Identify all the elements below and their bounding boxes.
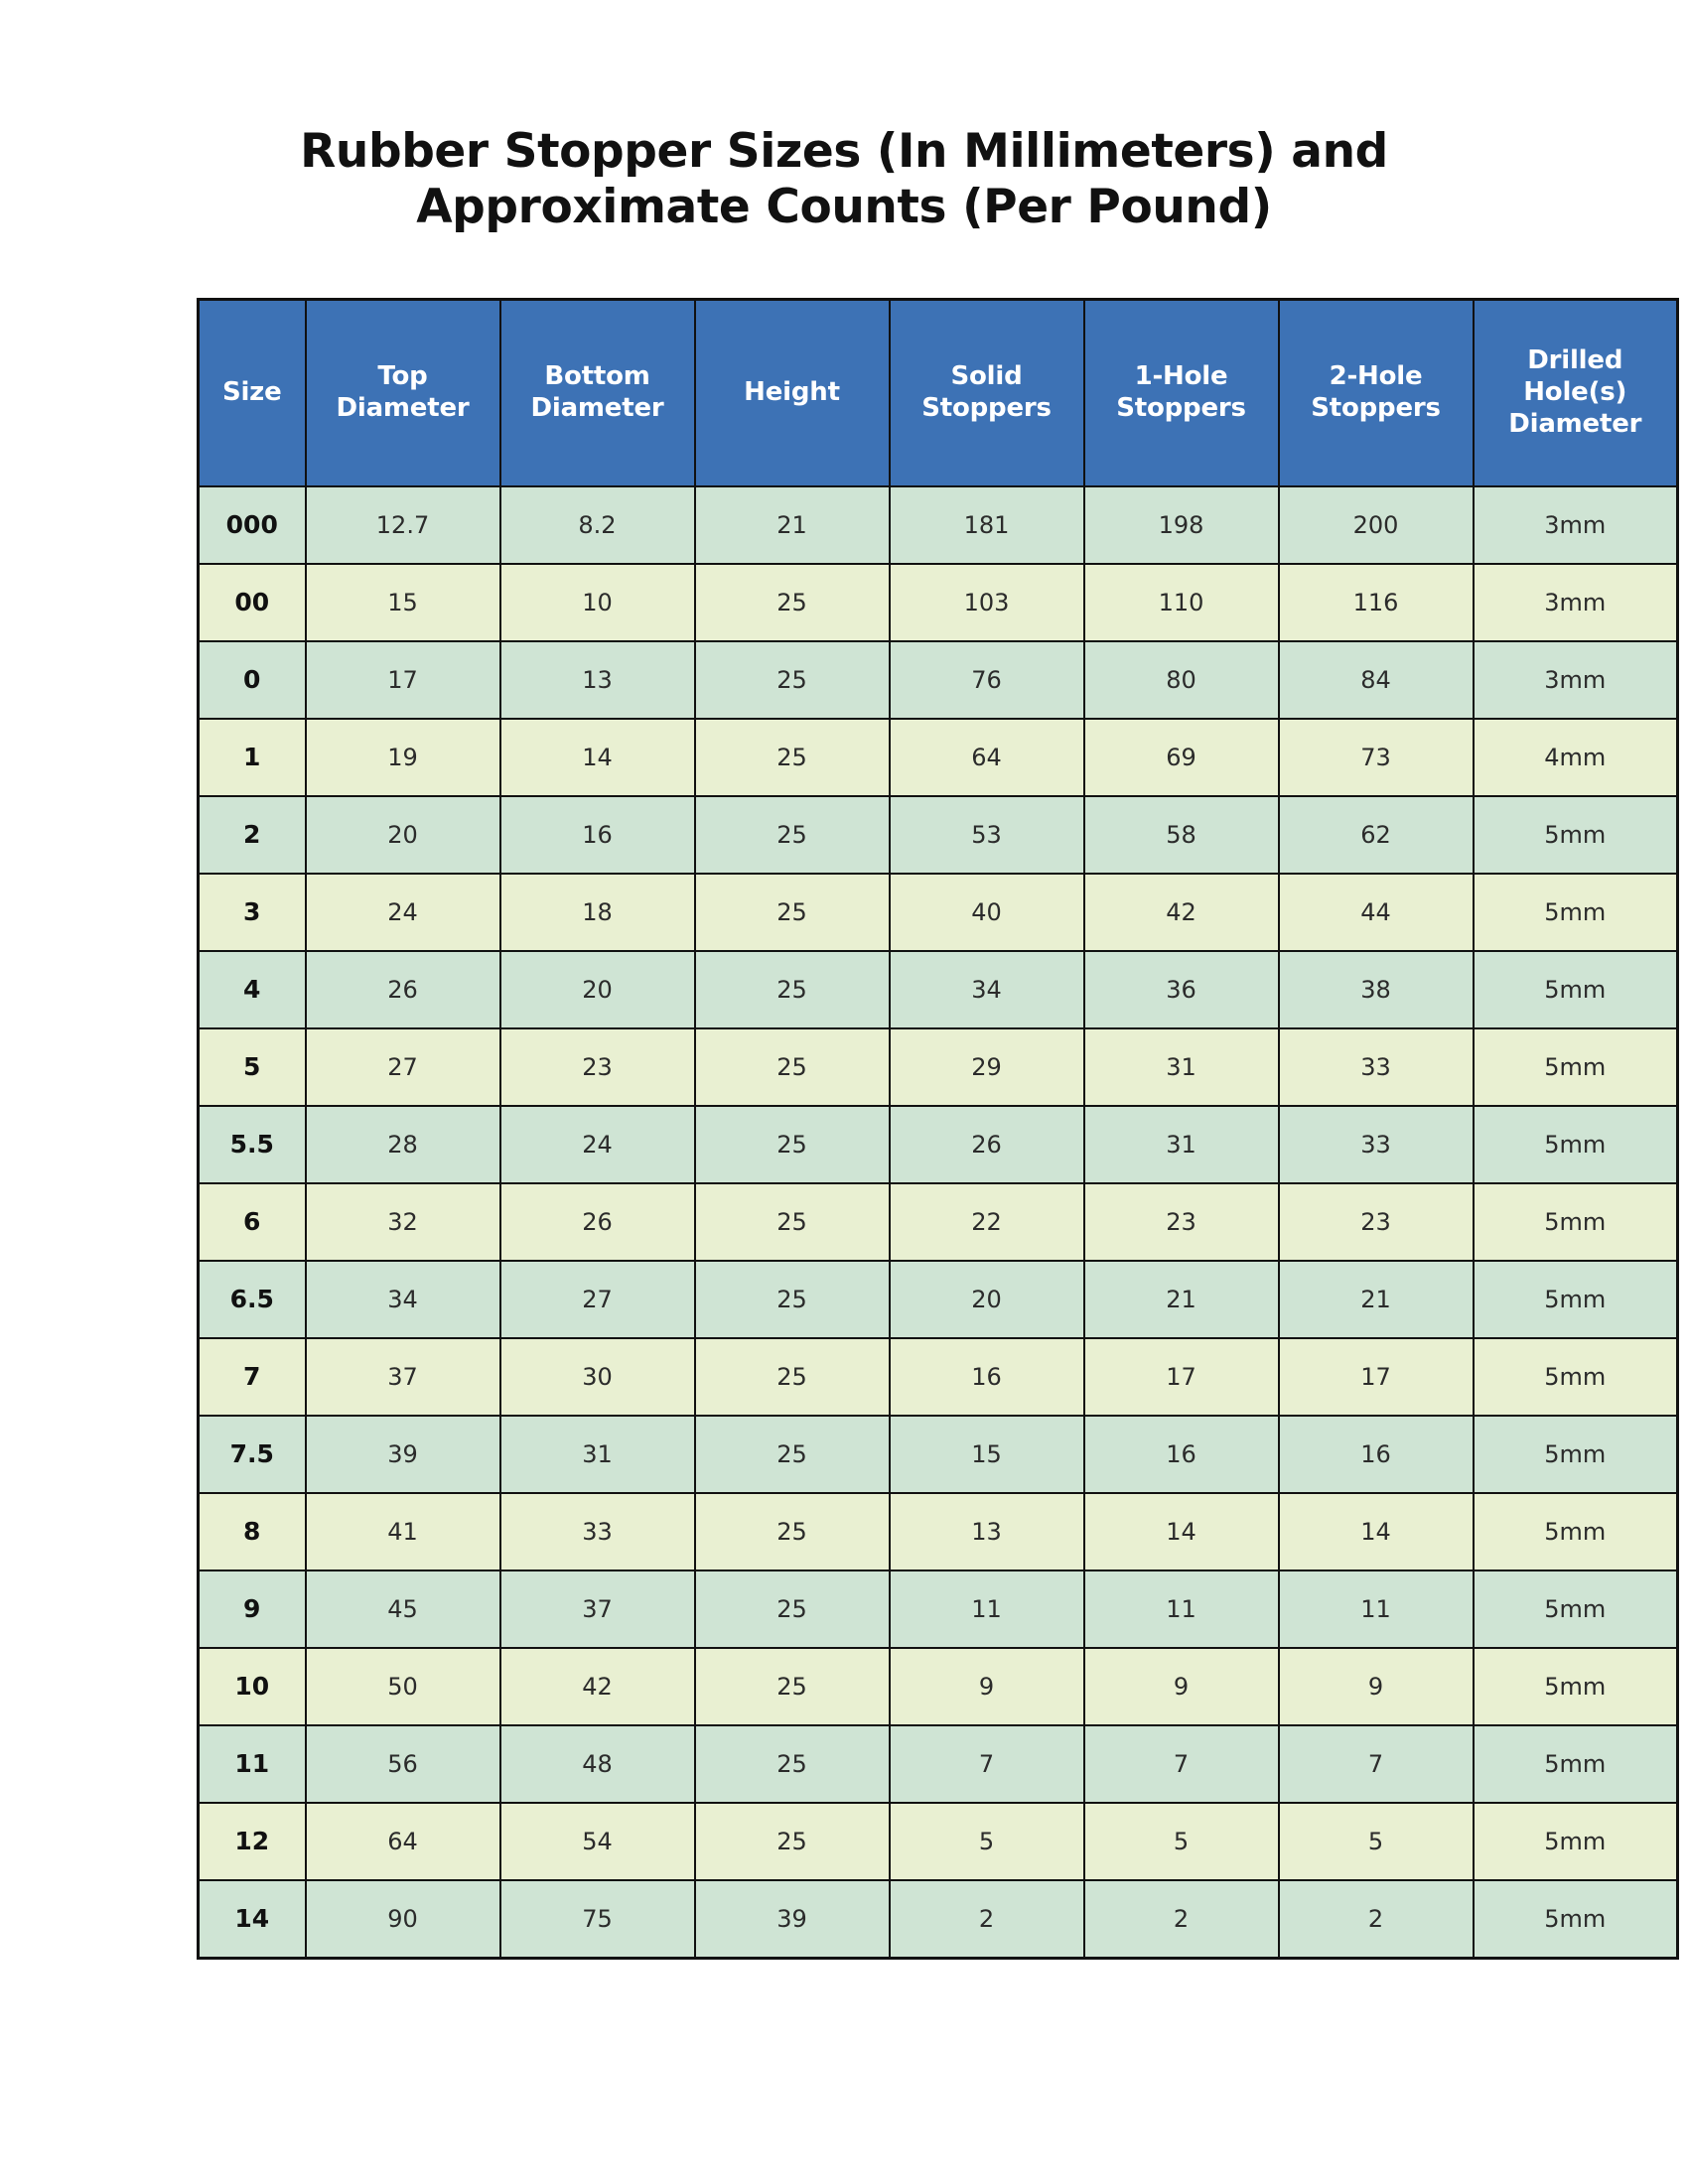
cell-drilled-diameter: 5mm — [1474, 1261, 1678, 1338]
header-text: Diameter — [336, 392, 470, 423]
table-row — [199, 1803, 1678, 1880]
cell-1-hole-stoppers: 16 — [1084, 1416, 1279, 1493]
cell-solid-stoppers: 15 — [890, 1416, 1084, 1493]
cell-solid-stoppers: 13 — [890, 1493, 1084, 1570]
table-row — [199, 564, 1678, 641]
header-text: Solid — [950, 361, 1023, 392]
rubber-stopper-size-table — [197, 298, 1679, 1960]
cell-height: 25 — [695, 951, 890, 1028]
cell-drilled-diameter: 3mm — [1474, 486, 1678, 564]
cell-height: 25 — [695, 1725, 890, 1803]
cell-top-diameter: 24 — [306, 874, 500, 951]
cell-drilled-diameter: 5mm — [1474, 1338, 1678, 1416]
cell-bottom-diameter: 8.2 — [500, 486, 695, 564]
cell-top-diameter: 27 — [306, 1028, 500, 1106]
table-row — [199, 1261, 1678, 1338]
cell-2-hole-stoppers: 7 — [1279, 1725, 1474, 1803]
table-row — [199, 1880, 1678, 1959]
cell-2-hole-stoppers: 11 — [1279, 1570, 1474, 1648]
cell-solid-stoppers: 20 — [890, 1261, 1084, 1338]
cell-solid-stoppers: 181 — [890, 486, 1084, 564]
cell-height: 25 — [695, 796, 890, 874]
cell-top-diameter: 19 — [306, 719, 500, 796]
cell-solid-stoppers: 34 — [890, 951, 1084, 1028]
cell-1-hole-stoppers: 7 — [1084, 1725, 1279, 1803]
cell-1-hole-stoppers: 9 — [1084, 1648, 1279, 1725]
table-row — [199, 1493, 1678, 1570]
cell-size: 6 — [199, 1183, 306, 1261]
cell-solid-stoppers: 64 — [890, 719, 1084, 796]
cell-drilled-diameter: 5mm — [1474, 1725, 1678, 1803]
cell-bottom-diameter: 54 — [500, 1803, 695, 1880]
header-text: Diameter — [1508, 408, 1642, 439]
header-text: Drilled — [1527, 345, 1623, 376]
cell-drilled-diameter: 3mm — [1474, 564, 1678, 641]
cell-2-hole-stoppers: 44 — [1279, 874, 1474, 951]
cell-2-hole-stoppers: 62 — [1279, 796, 1474, 874]
cell-solid-stoppers: 103 — [890, 564, 1084, 641]
header-text: Height — [744, 376, 840, 407]
cell-1-hole-stoppers: 17 — [1084, 1338, 1279, 1416]
table-row — [199, 719, 1678, 796]
cell-drilled-diameter: 5mm — [1474, 1648, 1678, 1725]
cell-bottom-diameter: 20 — [500, 951, 695, 1028]
table-row — [199, 1028, 1678, 1106]
cell-1-hole-stoppers: 14 — [1084, 1493, 1279, 1570]
cell-bottom-diameter: 14 — [500, 719, 695, 796]
cell-height: 25 — [695, 1338, 890, 1416]
table-row — [199, 796, 1678, 874]
table-row — [199, 1725, 1678, 1803]
cell-1-hole-stoppers: 42 — [1084, 874, 1279, 951]
column-header-top-diameter — [306, 299, 500, 486]
table-container — [99, 298, 1642, 1960]
cell-bottom-diameter: 13 — [500, 641, 695, 719]
cell-1-hole-stoppers: 2 — [1084, 1880, 1279, 1959]
cell-top-diameter: 50 — [306, 1648, 500, 1725]
cell-height: 25 — [695, 1803, 890, 1880]
cell-1-hole-stoppers: 58 — [1084, 796, 1279, 874]
cell-1-hole-stoppers: 69 — [1084, 719, 1279, 796]
cell-height: 25 — [695, 1261, 890, 1338]
cell-top-diameter: 28 — [306, 1106, 500, 1183]
cell-bottom-diameter: 18 — [500, 874, 695, 951]
cell-1-hole-stoppers: 110 — [1084, 564, 1279, 641]
cell-1-hole-stoppers: 80 — [1084, 641, 1279, 719]
header-text: Stoppers — [1116, 392, 1246, 423]
page-title-line-1: Rubber Stopper Sizes (In Millimeters) and — [300, 124, 1388, 179]
cell-drilled-diameter: 5mm — [1474, 1416, 1678, 1493]
cell-2-hole-stoppers: 84 — [1279, 641, 1474, 719]
cell-height: 25 — [695, 874, 890, 951]
cell-height: 25 — [695, 1416, 890, 1493]
cell-size: 5 — [199, 1028, 306, 1106]
header-text: 1-Hole — [1134, 361, 1228, 392]
cell-height: 25 — [695, 1028, 890, 1106]
cell-solid-stoppers: 76 — [890, 641, 1084, 719]
cell-top-diameter: 34 — [306, 1261, 500, 1338]
cell-bottom-diameter: 10 — [500, 564, 695, 641]
cell-1-hole-stoppers: 11 — [1084, 1570, 1279, 1648]
cell-size: 7.5 — [199, 1416, 306, 1493]
cell-drilled-diameter: 5mm — [1474, 1570, 1678, 1648]
page-title-line-2: Approximate Counts (Per Pound) — [416, 180, 1272, 235]
cell-bottom-diameter: 42 — [500, 1648, 695, 1725]
cell-drilled-diameter: 5mm — [1474, 1803, 1678, 1880]
cell-2-hole-stoppers: 200 — [1279, 486, 1474, 564]
cell-top-diameter: 45 — [306, 1570, 500, 1648]
header-text: Stoppers — [921, 392, 1052, 423]
cell-top-diameter: 26 — [306, 951, 500, 1028]
cell-drilled-diameter: 4mm — [1474, 719, 1678, 796]
cell-size: 8 — [199, 1493, 306, 1570]
cell-height: 25 — [695, 1570, 890, 1648]
cell-height: 39 — [695, 1880, 890, 1959]
cell-size: 3 — [199, 874, 306, 951]
header-text: Size — [221, 376, 282, 407]
cell-top-diameter: 20 — [306, 796, 500, 874]
cell-height: 25 — [695, 1493, 890, 1570]
cell-top-diameter: 56 — [306, 1725, 500, 1803]
cell-1-hole-stoppers: 31 — [1084, 1106, 1279, 1183]
cell-drilled-diameter: 5mm — [1474, 1493, 1678, 1570]
cell-2-hole-stoppers: 38 — [1279, 951, 1474, 1028]
table-row — [199, 874, 1678, 951]
cell-bottom-diameter: 33 — [500, 1493, 695, 1570]
cell-solid-stoppers: 9 — [890, 1648, 1084, 1725]
cell-bottom-diameter: 26 — [500, 1183, 695, 1261]
cell-top-diameter: 90 — [306, 1880, 500, 1959]
table-row — [199, 1183, 1678, 1261]
cell-top-diameter: 41 — [306, 1493, 500, 1570]
cell-size: 12 — [199, 1803, 306, 1880]
table-row — [199, 486, 1678, 564]
cell-bottom-diameter: 30 — [500, 1338, 695, 1416]
cell-size: 0 — [199, 641, 306, 719]
table-row — [199, 1416, 1678, 1493]
column-header-size — [199, 299, 306, 486]
cell-size: 11 — [199, 1725, 306, 1803]
cell-1-hole-stoppers: 31 — [1084, 1028, 1279, 1106]
cell-bottom-diameter: 16 — [500, 796, 695, 874]
cell-1-hole-stoppers: 198 — [1084, 486, 1279, 564]
cell-size: 4 — [199, 951, 306, 1028]
column-header-solid-stoppers — [890, 299, 1084, 486]
cell-solid-stoppers: 2 — [890, 1880, 1084, 1959]
cell-top-diameter: 64 — [306, 1803, 500, 1880]
cell-1-hole-stoppers: 36 — [1084, 951, 1279, 1028]
cell-1-hole-stoppers: 21 — [1084, 1261, 1279, 1338]
cell-height: 21 — [695, 486, 890, 564]
cell-2-hole-stoppers: 73 — [1279, 719, 1474, 796]
cell-solid-stoppers: 40 — [890, 874, 1084, 951]
cell-top-diameter: 39 — [306, 1416, 500, 1493]
cell-height: 25 — [695, 719, 890, 796]
cell-top-diameter: 12.7 — [306, 486, 500, 564]
column-header-2-hole-stoppers — [1279, 299, 1474, 486]
column-header-height — [695, 299, 890, 486]
cell-drilled-diameter: 5mm — [1474, 1106, 1678, 1183]
cell-height: 25 — [695, 1648, 890, 1725]
cell-1-hole-stoppers: 23 — [1084, 1183, 1279, 1261]
cell-1-hole-stoppers: 5 — [1084, 1803, 1279, 1880]
header-text: Hole(s) — [1523, 376, 1627, 407]
cell-bottom-diameter: 37 — [500, 1570, 695, 1648]
cell-height: 25 — [695, 564, 890, 641]
table-row — [199, 1570, 1678, 1648]
cell-top-diameter: 37 — [306, 1338, 500, 1416]
cell-2-hole-stoppers: 9 — [1279, 1648, 1474, 1725]
cell-size: 000 — [199, 486, 306, 564]
cell-height: 25 — [695, 1106, 890, 1183]
cell-2-hole-stoppers: 17 — [1279, 1338, 1474, 1416]
cell-drilled-diameter: 5mm — [1474, 1880, 1678, 1959]
cell-top-diameter: 17 — [306, 641, 500, 719]
cell-2-hole-stoppers: 116 — [1279, 564, 1474, 641]
column-header-1-hole-stoppers — [1084, 299, 1279, 486]
cell-drilled-diameter: 5mm — [1474, 951, 1678, 1028]
header-text: Diameter — [530, 392, 664, 423]
cell-height: 25 — [695, 641, 890, 719]
cell-size: 6.5 — [199, 1261, 306, 1338]
cell-2-hole-stoppers: 21 — [1279, 1261, 1474, 1338]
cell-bottom-diameter: 27 — [500, 1261, 695, 1338]
cell-height: 25 — [695, 1183, 890, 1261]
cell-2-hole-stoppers: 5 — [1279, 1803, 1474, 1880]
cell-2-hole-stoppers: 2 — [1279, 1880, 1474, 1959]
table-row — [199, 641, 1678, 719]
cell-top-diameter: 15 — [306, 564, 500, 641]
cell-solid-stoppers: 26 — [890, 1106, 1084, 1183]
cell-size: 9 — [199, 1570, 306, 1648]
table-header — [199, 299, 1678, 486]
cell-bottom-diameter: 31 — [500, 1416, 695, 1493]
cell-solid-stoppers: 53 — [890, 796, 1084, 874]
cell-drilled-diameter: 3mm — [1474, 641, 1678, 719]
cell-size: 2 — [199, 796, 306, 874]
table-row — [199, 951, 1678, 1028]
cell-solid-stoppers: 16 — [890, 1338, 1084, 1416]
column-header-bottom-diameter — [500, 299, 695, 486]
page-title — [169, 0, 1519, 236]
header-text: Stoppers — [1311, 392, 1441, 423]
cell-size: 00 — [199, 564, 306, 641]
cell-bottom-diameter: 75 — [500, 1880, 695, 1959]
cell-size: 7 — [199, 1338, 306, 1416]
cell-drilled-diameter: 5mm — [1474, 796, 1678, 874]
cell-size: 10 — [199, 1648, 306, 1725]
cell-solid-stoppers: 29 — [890, 1028, 1084, 1106]
cell-2-hole-stoppers: 14 — [1279, 1493, 1474, 1570]
cell-solid-stoppers: 22 — [890, 1183, 1084, 1261]
cell-bottom-diameter: 48 — [500, 1725, 695, 1803]
table-row — [199, 1106, 1678, 1183]
cell-2-hole-stoppers: 33 — [1279, 1028, 1474, 1106]
cell-size: 14 — [199, 1880, 306, 1959]
table-row — [199, 1648, 1678, 1725]
cell-2-hole-stoppers: 23 — [1279, 1183, 1474, 1261]
header-row — [199, 299, 1678, 486]
cell-solid-stoppers: 7 — [890, 1725, 1084, 1803]
cell-size: 1 — [199, 719, 306, 796]
table-body — [199, 486, 1678, 1959]
header-text: Top — [377, 361, 428, 392]
header-text: Bottom — [544, 361, 650, 392]
cell-solid-stoppers: 11 — [890, 1570, 1084, 1648]
table-row — [199, 1338, 1678, 1416]
cell-2-hole-stoppers: 16 — [1279, 1416, 1474, 1493]
cell-solid-stoppers: 5 — [890, 1803, 1084, 1880]
header-text: 2-Hole — [1329, 361, 1423, 392]
cell-bottom-diameter: 23 — [500, 1028, 695, 1106]
cell-drilled-diameter: 5mm — [1474, 1028, 1678, 1106]
cell-2-hole-stoppers: 33 — [1279, 1106, 1474, 1183]
cell-drilled-diameter: 5mm — [1474, 874, 1678, 951]
cell-bottom-diameter: 24 — [500, 1106, 695, 1183]
cell-top-diameter: 32 — [306, 1183, 500, 1261]
column-header-drilled-hole-diameter — [1474, 299, 1678, 486]
cell-size: 5.5 — [199, 1106, 306, 1183]
cell-drilled-diameter: 5mm — [1474, 1183, 1678, 1261]
